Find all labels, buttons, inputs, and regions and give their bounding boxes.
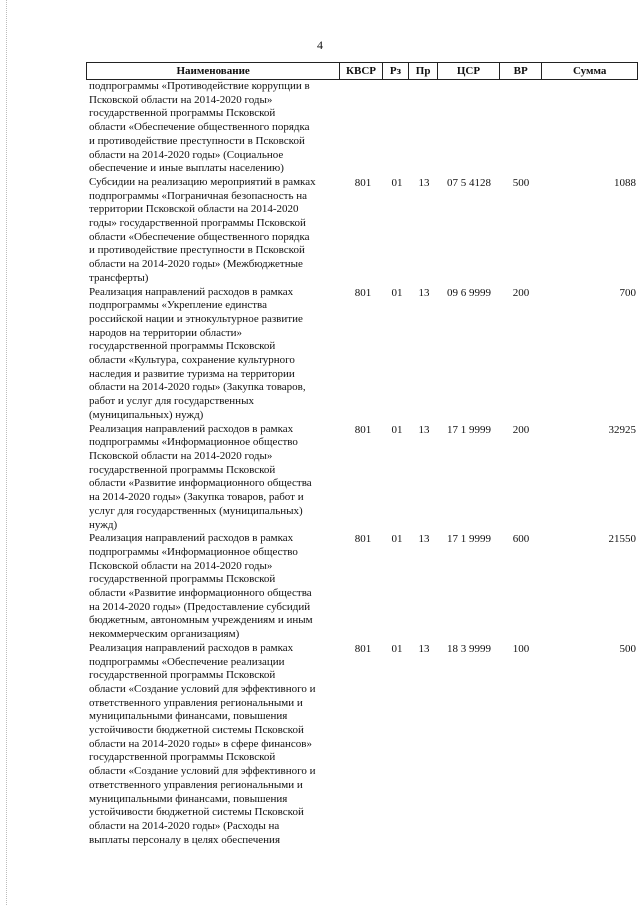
row-vr: 100: [512, 642, 530, 655]
row-csr: [438, 80, 500, 176]
page-edge-line: [6, 0, 8, 905]
header-vr: ВР: [499, 63, 541, 79]
table-row: [86, 176, 638, 286]
page-number: 4: [317, 38, 323, 52]
row-vr: 200: [512, 423, 530, 436]
row-sum: 700: [619, 286, 636, 299]
row-csr: 09 6 9999: [447, 286, 491, 299]
row-csr: 17 1 9999: [447, 423, 491, 436]
header-sum: Сумма: [541, 63, 638, 79]
row-kvsr: 801: [354, 642, 372, 655]
row-vr: 500: [512, 176, 530, 189]
table-row: [86, 80, 638, 176]
header-pr: Пр: [408, 63, 437, 79]
row-sum: [542, 80, 638, 176]
row-rz: 01: [391, 423, 403, 436]
row-pr: 13: [418, 423, 430, 436]
table-row: [86, 642, 638, 848]
row-vr: 600: [512, 533, 530, 546]
row-name: подпрограммы «Противодействие коррупции в Псковской области на 2014-2020 годы» государственной программы Псковской области «Обеспечение общественного порядка и противодействие преступности в Псковской области на 2014-2020 годы» (Социальное обеспечение и иные выплаты населению): [89, 80, 310, 175]
row-pr: 13: [418, 642, 430, 655]
row-pr: [410, 80, 438, 176]
row-name: Субсидии на реализацию мероприятий в рамках подпрограммы «Пограничная безопасность на территории Псковской области на 2014-2020 годы» государственной программы Псковской области «Обеспечение общественного порядка и противодействие преступности в Псковской области на 2014-2020 годы» (Межбюджетные трансферты): [89, 175, 316, 284]
row-kvsr: 801: [354, 176, 372, 189]
row-sum: 1088: [614, 176, 636, 189]
budget-table: [86, 62, 638, 847]
row-sum: 500: [619, 642, 636, 655]
row-csr: 17 1 9999: [447, 533, 491, 546]
row-name: Реализация направлений расходов в рамках подпрограммы «Информационное общество Псковской области на 2014-2020 годы» государственной программы Псковской области «Развитие информационного общества на 2014-2020 годы» (Предоставление субсидий бюджетным, автономным учреждениям и иным некоммерческим организациям): [89, 532, 313, 641]
table-row: [86, 286, 638, 423]
row-csr: 07 5 4128: [447, 176, 491, 189]
row-pr: 13: [418, 176, 430, 189]
row-sum: 21550: [608, 533, 636, 546]
row-sum: 32925: [608, 423, 636, 436]
table-row: [86, 532, 638, 642]
header-kvsr: КВСР: [339, 63, 381, 79]
header-csr: ЦСР: [437, 63, 499, 79]
row-name: Реализация направлений расходов в рамках подпрограммы «Обеспечение реализации государственной программы Псковской области «Создание условий для эффективного и ответственного управления региональными и муниципальными финансами, повышения устойчивости бюджетной системы Псковской области на 2014-2020 годы» в сфере финансов» государственной программы Псковской области «Создание условий для эффективного и ответственного управления региональными и муниципальными финансами, повышения устойчивости бюджетной системы Псковской области на 2014-2020 годы» (Расходы на выплаты персоналу в целях обеспечения: [89, 641, 316, 846]
table-header: [86, 62, 638, 80]
row-name: Реализация направлений расходов в рамках подпрограммы «Укрепление единства российской нации и этнокультурное развитие народов на территории области» государственной программы Псковской области «Культура, сохранение культурного наследия и развитие туризма на территории области на 2014-2020 годы» (Закупка товаров, работ и услуг для государственных (муниципальных) нужд): [89, 285, 306, 421]
row-rz: [384, 80, 410, 176]
row-vr: 200: [512, 286, 530, 299]
row-csr: 18 3 9999: [447, 642, 491, 655]
header-rz: Рз: [382, 63, 409, 79]
row-rz: 01: [391, 533, 403, 546]
row-rz: 01: [391, 176, 403, 189]
row-kvsr: 801: [354, 533, 372, 546]
header-name: Наименование: [86, 63, 339, 79]
row-kvsr: 801: [354, 423, 372, 436]
table-row: [86, 423, 638, 533]
row-rz: 01: [391, 286, 403, 299]
row-rz: 01: [391, 642, 403, 655]
table-body: [86, 80, 638, 847]
row-name: Реализация направлений расходов в рамках подпрограммы «Информационное общество Псковской области на 2014-2020 годы» государственной программы Псковской области «Развитие информационного общества на 2014-2020 годы» (Закупка товаров, работ и услуг для государственных (муниципальных) нужд): [89, 422, 312, 531]
row-vr: [500, 80, 542, 176]
row-kvsr: 801: [354, 286, 372, 299]
row-pr: 13: [418, 286, 430, 299]
row-pr: 13: [418, 533, 430, 546]
row-kvsr: [342, 80, 384, 176]
